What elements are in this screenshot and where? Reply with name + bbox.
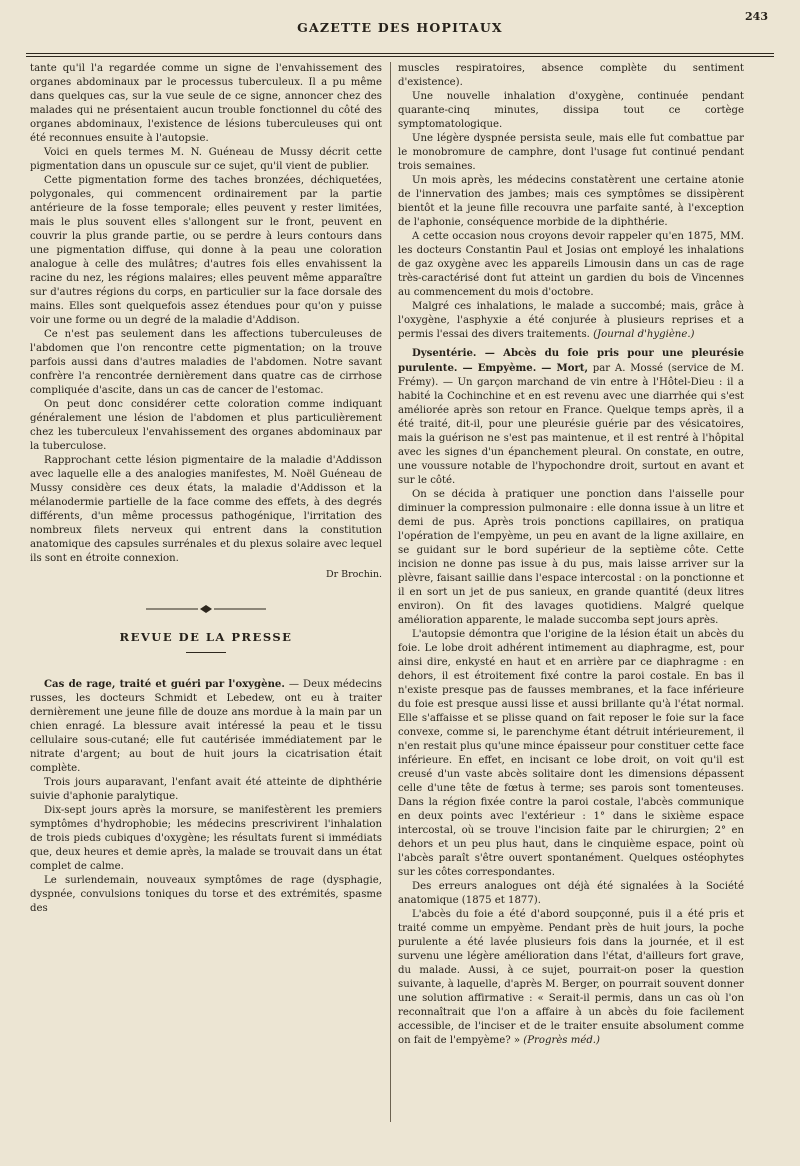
source-citation: (Progrès méd.) — [523, 1035, 600, 1046]
paragraph: Un mois après, les médecins constatèrent une certaine atonie de l'innervation des jambes; mais ces symptômes se dissipèrent bientôt et la jeune fille recouvra une parfaite santé, à l'exception de l'aphonie, conséquence morbide de la diphthérie. — [398, 175, 744, 228]
paragraph: Dix-sept jours après la morsure, se manifestèrent les premiers symptômes d'hydrophobie; les médecins prescrivirent l'inhalation de trois pieds cubiques d'oxygène; les résultats furent si immédiats que, deux heures et demie après, la malade se trouvait dans un état complet de calme. — [30, 805, 382, 872]
source-citation: (Journal d'hygiène.) — [593, 329, 695, 340]
right-column — [398, 62, 744, 1152]
paragraph: Une légère dyspnée persista seule, mais elle fut combattue par le monobromure de camphre, dont l'usage fut continué pendant trois semaines. — [398, 133, 744, 172]
paragraph: L'autopsie démontra que l'origine de la lésion était un abcès du foie. Le lobe droit adhérent intimement au diaphragme, est, pour ainsi dire, enkysté en haut et en arrière par ce diaphragme : en dehors, il est étroitement fixé contre la paroi costale. En bas il n'existe presque pas de fausses membranes, et la face inférieure du foie est presque aussi lisse et aussi brillante qu'à l'état normal. Elle s'affaisse et se plisse quand on fait reposer le foie sur la face convexe, comme si, le parenchyme étant détruit intérieurement, il n'en restait plus qu'une mince épaisseur pour constituer cette face inférieure. En effet, en incisant ce lobe droit, on voit qu'il est creusé d'un vaste abcès solitaire dont les dimensions dépassent celle d'une tête de fœtus à terme; ses parois sont tomenteuses. Dans la région fixée contre la paroi costale, l'abcès communique en deux points avec l'extérieur : 1° dans le sixième espace intercostal, où se trouve l'incision faite par le chirurgien; 2° en dehors et un peu plus haut, dans le cinquième espace, point où l'abcès paraît s'être ouvert spontanément. Quelques ostéophytes sur les côtes correspondantes. — [398, 629, 744, 878]
article-lead — [398, 346, 744, 488]
header-rule-bottom — [26, 56, 774, 57]
paragraph: Une nouvelle inhalation d'oxygène, continuée pendant quarante-cinq minutes, dissipa tout ce cortège symptomatologique. — [398, 91, 744, 130]
paragraph: A cette occasion nous croyons devoir rappeler qu'en 1875, MM. les docteurs Constantin Paul et Josias ont employé les inhalations de gaz oxygène avec les appareils Limousin dans un cas de rage très-caractérisé dont fut atteint un gardien du bois de Vincennes au commencement du mois d'octobre. — [398, 231, 744, 298]
author-signature: Dr Brochin. — [325, 569, 382, 580]
paragraph: Trois jours auparavant, l'enfant avait été atteinte de diphthérie suivie d'aphonie paralytique. — [30, 777, 382, 802]
paragraph: Cette pigmentation forme des taches bronzées, déchiquetées, polygonales, qui commencent ordinairement par la partie antérieure de la fosse temporale; elles peuvent y rester limitées, mais le plus souvent elles s'allongent sur le front, peuvent en couvrir la plus grande partie, ou se perdre à leurs contours dans une pigmentation diffuse, qui donne à la peau une coloration analogue à celle des mulâtres; d'autres fois elles envahissent la racine du nez, les régions malaires; elles peuvent même apparaître sur d'autres régions du corps, en particulier sur la face dorsale des mains. Elles sont quelquefois assez étendues pour qu'on y puisse voir une forme ou un degré de la maladie d'Addison. — [30, 175, 382, 326]
paragraph-text: L'abcès du foie a été d'abord soupçonné, puis il a été pris et traité comme un empyème. Pendant près de huit jours, la poche purulente a été lavée plusieurs fois dans la journée, et il est survenu une légère amélioration dans l'état, d'ailleurs fort grave, du malade. Aussi, à ce sujet, pourrait-on poser la question suivante, à laquelle, d'après M. Berger, on pourrait souvent donner une solution affirmative : « Serait-il permis, dans un cas où l'on reconnaîtrait que l'on a affaire à un abcès du foie facilement accessible, de l'inciser et de le traiter ensuite absolument comme on fait de l'empyème? » — [398, 909, 744, 1046]
paragraph: Le surlendemain, nouveaux symptômes de rage (dysphagie, dyspnée, convulsions toniques du torse et des extrémités, spasme des — [30, 875, 382, 914]
page-header — [24, 10, 776, 50]
article-headline: Cas de rage, traité et guéri par l'oxygène. — [44, 678, 285, 690]
left-column — [30, 62, 382, 1152]
article-headline: Dysentérie. — Abcès du foie pris pour une pleurésie purulente. — Empyème. — Mort, — [398, 347, 744, 374]
paragraph: Voici en quels termes M. N. Guéneau de Mussy décrit cette pigmentation dans un opuscule sur ce sujet, qu'il vient de publier. — [30, 147, 382, 172]
article-intro: par A. Mossé (service de M. Frémy). — Un garçon marchand de vin entre à l'Hôtel-Dieu : il a habité la Cochinchine et en est revenu avec une diarrhée qui s'est améliorée après son retour en France. Quelque temps après, il a été traité, dit-il, pour une pleurésie guérie par des vésicatoires, mais la guérison ne s'est pas maintenue, et il est rentré à l'hôpital avec les signes d'un épanchement pleural. On constate, en outre, une voussure notable de l'hypochondre droit, surtout en avant et sur le côté. — [398, 363, 744, 486]
paragraph: Des erreurs analogues ont déjà été signalées à la Société anatomique (1875 et 1877). — [398, 881, 744, 906]
paragraph: Ce n'est pas seulement dans les affections tuberculeuses de l'abdomen que l'on rencontre cette pigmentation; on la trouve parfois aussi dans d'autres maladies de l'abdomen. Notre savant confrère l'a rencontrée dernièrement dans quatre cas de cirrhose compliquée d'ascite, dans un cas de cancer de l'estomac. — [30, 329, 382, 396]
paragraph-with-source — [398, 300, 744, 342]
ornamental-rule — [146, 604, 266, 614]
column-divider — [390, 62, 391, 1122]
paragraph: tante qu'il l'a regardée comme un signe de l'envahissement des organes abdominaux par le processus tuberculeux. Il a pu même dans quelques cas, sur la vue seule de ce signe, annoncer chez des malades qui ne présentaient aucun trouble fonctionnel du côté des organes abdominaux, l'existence de lésions tuberculeuses qui ont été reconnues ensuite à l'autopsie. — [30, 63, 382, 144]
paragraph-with-source — [398, 908, 744, 1048]
journal-title: GAZETTE DES HOPITAUX — [297, 20, 503, 35]
paragraph-text: Malgré ces inhalations, le malade a succombé; mais, grâce à l'oxygène, l'asphyxie a été conjurée à plusieurs reprises et a permis l'essai des divers traitements. — [398, 301, 744, 340]
paragraph: On peut donc considérer cette coloration comme indiquant généralement une lésion de l'abdomen et plus particulièrement chez les tuberculeux l'envahissement des organes abdominaux par la tuberculose. — [30, 399, 382, 452]
header-rule-top — [26, 53, 774, 54]
paragraph: Rapprochant cette lésion pigmentaire de la maladie d'Addisson avec laquelle elle a des analogies manifestes, M. Noël Guéneau de Mussy considère ces deux états, la maladie d'Addisson et la mélanodermie partielle de la face comme des effets, à des degrés différents, d'un même processus pathogénique, l'irritation des nombreux filets nerveux qui entrent dans la constitution anatomique des capsules surrénales et du plexus solaire avec lequel ils sont en étroite connexion. — [30, 455, 382, 564]
page-number: 243 — [745, 10, 768, 23]
article-intro: — Deux médecins russes, les docteurs Schmidt et Lebedew, ont eu à traiter dernièrement une jeune fille de douze ans mordue à la main par un chien enragé. La blessure avait intéressé la peau et le tissu cellulaire sous-cutané; elle fut cautérisée immédiatement par le nitrate d'argent; au bout de huit jours la cicatrisation était complète. — [30, 679, 382, 774]
paragraph: muscles respiratoires, absence complète du sentiment d'existence). — [398, 63, 744, 88]
article-lead — [30, 677, 382, 776]
section-rule — [186, 652, 226, 653]
paragraph: On se décida à pratiquer une ponction dans l'aisselle pour diminuer la compression pulmonaire : elle donna issue à un litre et demi de pus. Après trois ponctions capillaires, on pratiqua l'opération de l'empyème, un peu en avant de la ligne axillaire, en se guidant sur le bord supérieur de la septième côte. Cette incision ne donne pas issue à du pus, mais laisse arriver sur la plèvre, faisant saillie dans l'espace intercostal : on la ponctionne et il en sort un jet de pus sanieux, en grande quantité (deux litres environ). On fit des lavages quotidiens. Malgré quelque amélioration apparente, le malade succomba sept jours après. — [398, 489, 744, 626]
section-title: REVUE DE LA PRESSE — [119, 630, 293, 644]
